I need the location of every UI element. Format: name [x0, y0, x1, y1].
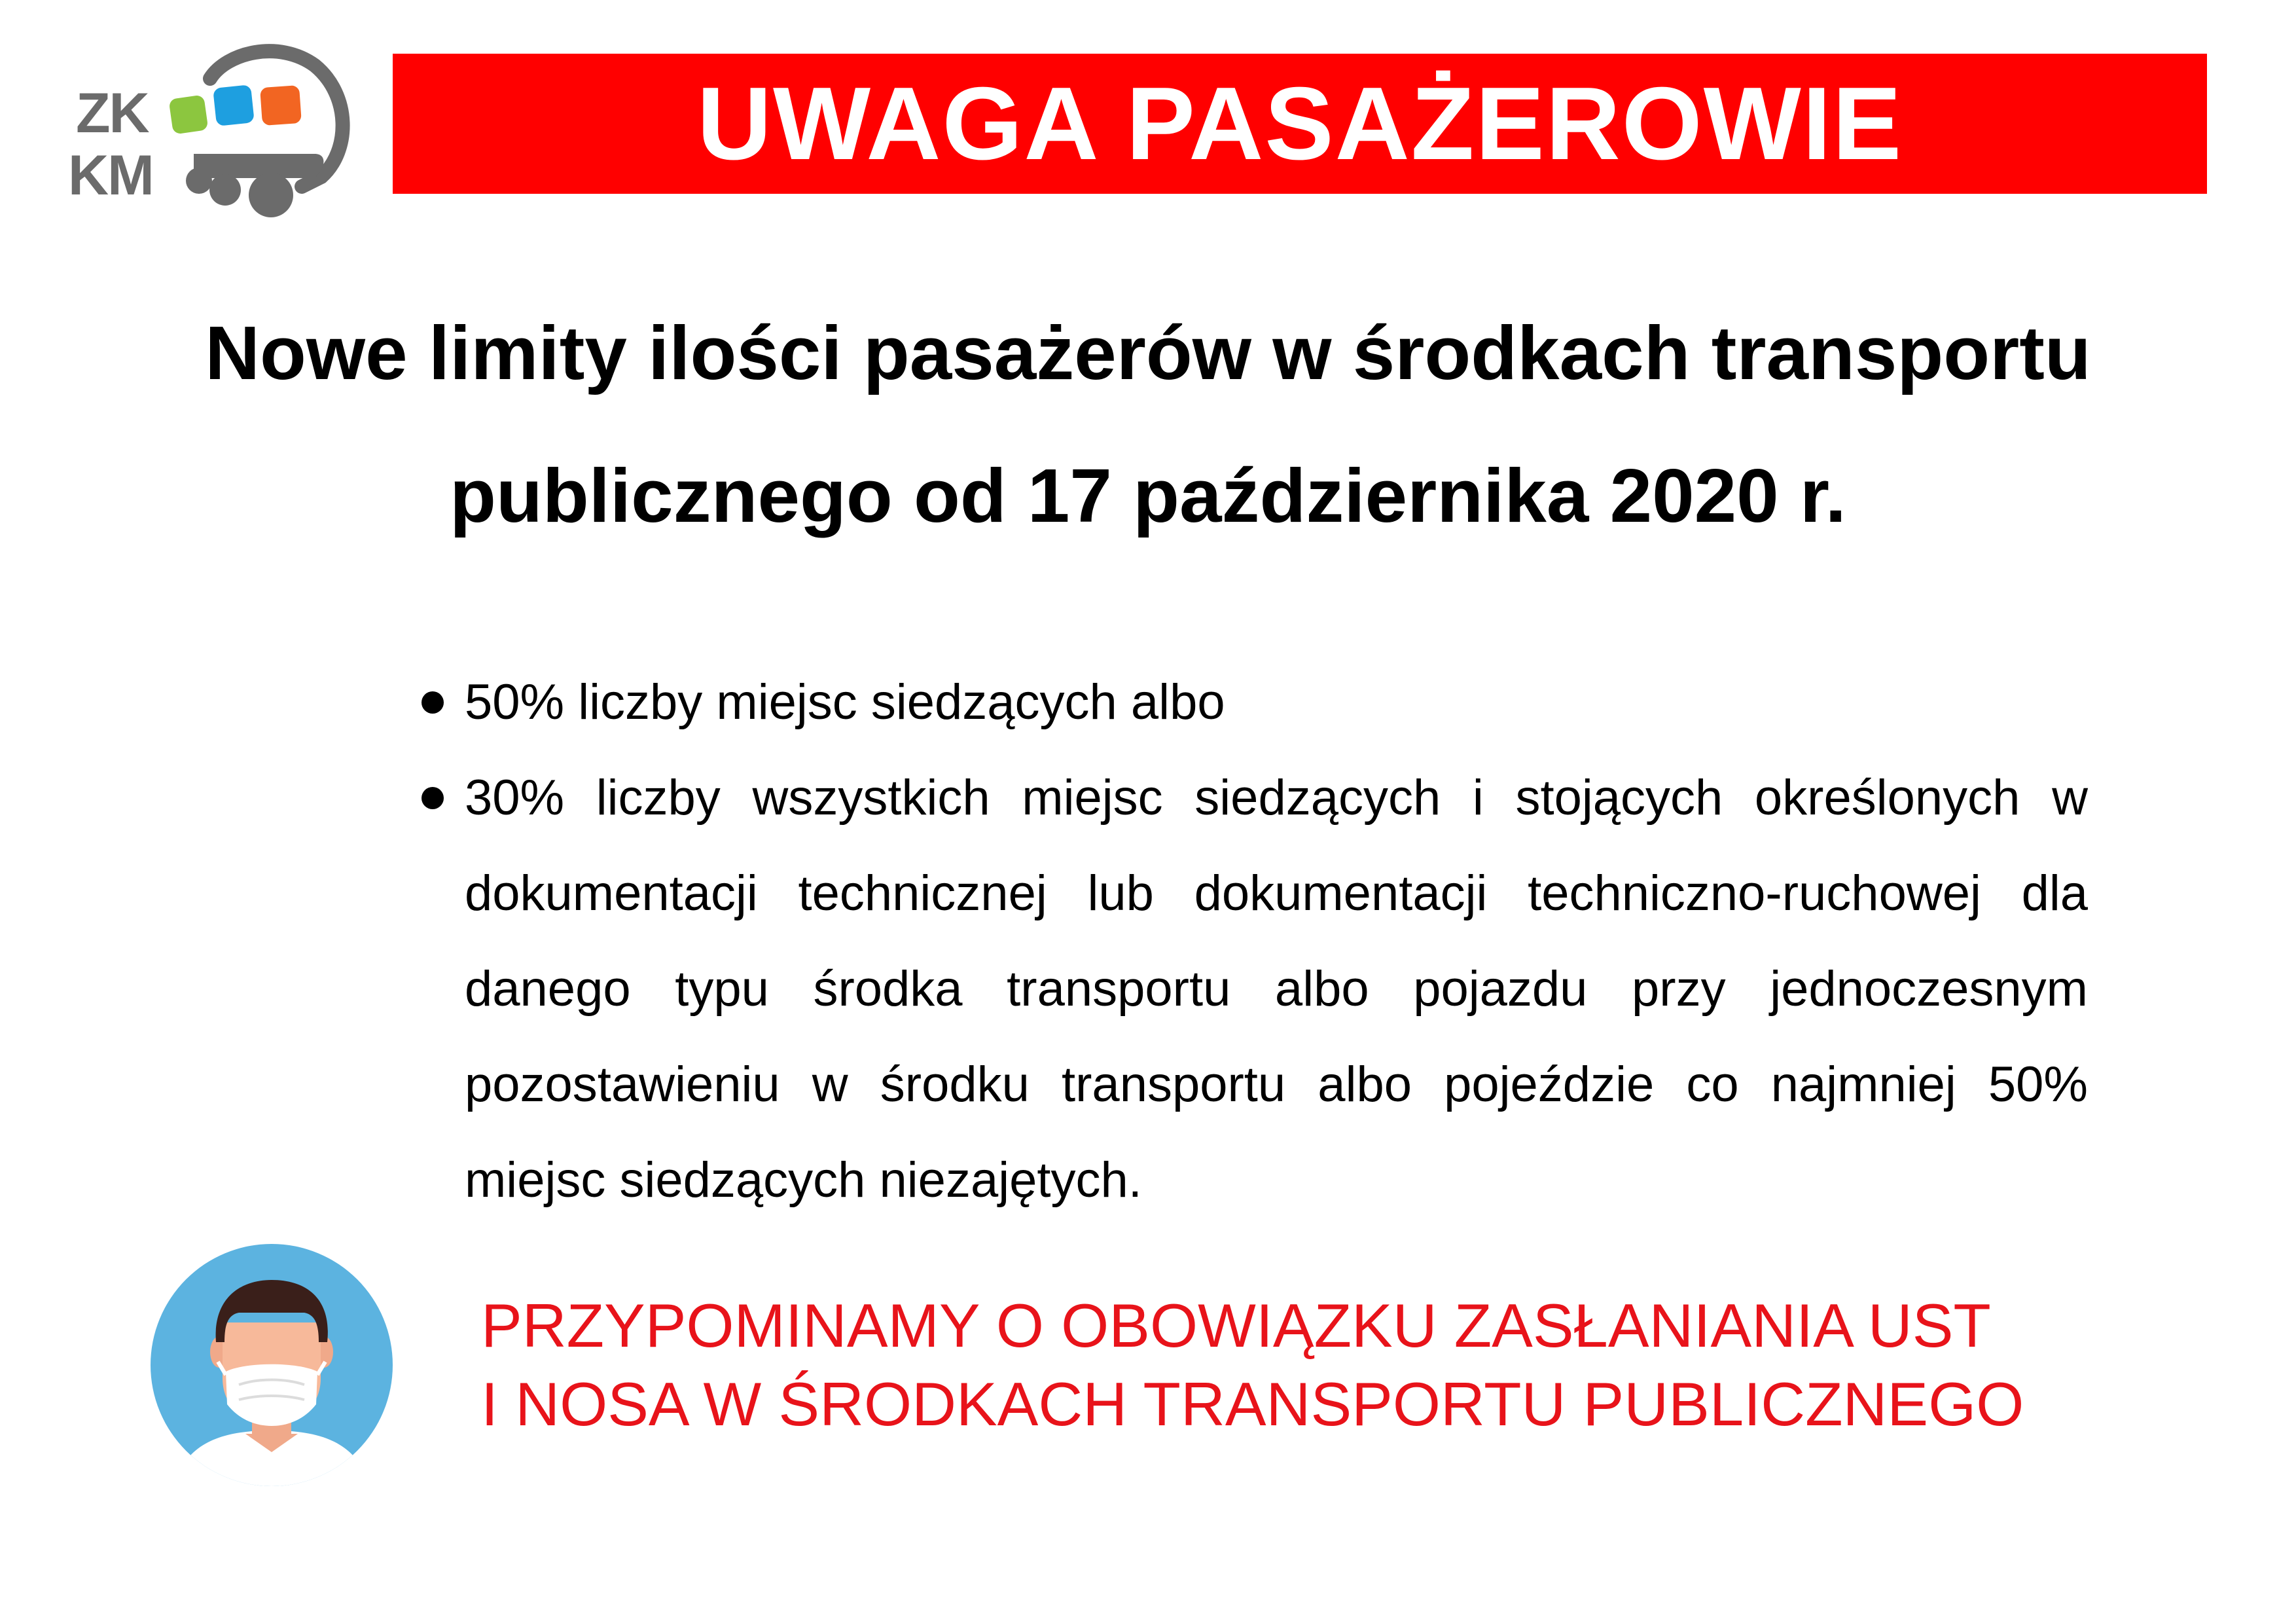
banner-title: UWAGA PASAŻEROWIE [696, 66, 1903, 181]
mask-reminder [481, 1286, 2248, 1444]
bullet-icon [422, 691, 444, 714]
masked-person-illustration [147, 1244, 396, 1486]
bullet-icon [422, 787, 444, 809]
reminder-line-2: I NOSA W ŚRODKACH TRANSPORTU PUBLICZNEGO [481, 1370, 2024, 1438]
headline-line-1: Nowe limity ilości pasażerów w środkach transportu [205, 310, 2091, 395]
rule-item [419, 655, 2088, 750]
rule-text: 50% liczby miejsc siedzących albo [465, 674, 1225, 730]
reminder-line-1: PRZYPOMINAMY O OBOWIĄZKU ZASŁANIANIA UST [481, 1291, 1991, 1360]
title-banner [393, 54, 2207, 194]
passenger-limit-rules [419, 655, 2088, 1228]
rule-text: 30% liczby wszystkich miejsc siedzących i stojących określonych w dokumentacji technicznej lub dokumentacji techniczno-ruchowej dla danego typu środka transportu albo pojazdu przy jednoczesnym pozostawieniu w środku transportu albo pojeździe co najmniej 50% miejsc siedzących niezajętych. [465, 770, 2088, 1208]
masked-person-icon [147, 1244, 396, 1486]
rule-item [419, 750, 2088, 1228]
zkkm-logo [63, 39, 357, 223]
headline [98, 282, 2198, 567]
logo-text-zk: ZK [76, 82, 149, 145]
logo-text-km: KM [68, 144, 153, 207]
headline-line-2: publicznego od 17 października 2020 r. [450, 453, 1846, 538]
